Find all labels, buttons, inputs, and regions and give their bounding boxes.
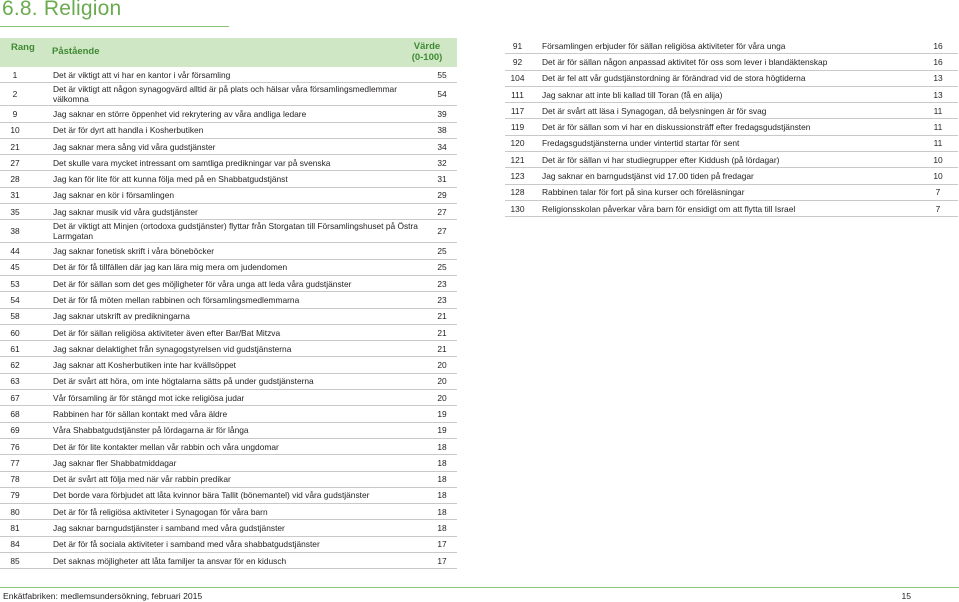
value-cell: 20 (437, 392, 447, 403)
statement-cell: Jag saknar fonetisk skrift i våra böneböcker (53, 246, 215, 257)
table-row (0, 123, 457, 139)
value-cell: 32 (437, 157, 447, 168)
table-row (505, 71, 958, 87)
value-cell: 16 (933, 56, 943, 67)
value-cell: 18 (437, 490, 447, 501)
rank-cell: 123 (510, 171, 525, 182)
rank-cell: 76 (10, 441, 20, 452)
value-cell: 18 (437, 441, 447, 452)
rank-cell: 81 (10, 523, 20, 534)
statement-cell: Jag saknar musik vid våra gudstjänster (53, 206, 198, 217)
table-row (505, 152, 958, 168)
rank-cell: 79 (10, 490, 20, 501)
table-row (0, 423, 457, 439)
statement-cell: Jag saknar att Kosherbutiken inte har kvällsöppet (53, 360, 236, 371)
statement-cell: Religionsskolan påverkar våra barn för ensidigt om att flytta till Israel (542, 203, 796, 214)
table-row (0, 472, 457, 488)
value-cell: 34 (437, 141, 447, 152)
table-row (0, 357, 457, 373)
value-cell: 11 (933, 105, 943, 116)
table-row (0, 390, 457, 406)
statement-cell: Det är för dyrt att handla i Kosherbutiken (53, 125, 204, 136)
table-row (0, 171, 457, 187)
rank-cell: 117 (510, 105, 525, 116)
statement-cell: Våra Shabbatgudstjänster på lördagarna är för långa (53, 425, 249, 436)
table-row (0, 139, 457, 155)
rank-cell: 27 (10, 157, 20, 168)
rank-cell: 104 (510, 73, 525, 84)
rank-cell: 21 (10, 141, 20, 152)
rank-cell: 54 (10, 294, 20, 305)
statement-cell: Jag saknar en större öppenhet vid rekrytering av våra andliga ledare (53, 108, 307, 119)
table-row (0, 204, 457, 220)
table-row (0, 106, 457, 122)
statement-cell: Det är för få tillfällen där jag kan lära mig mera om judendomen (53, 262, 288, 273)
table-row (505, 119, 958, 135)
value-cell: 13 (933, 73, 943, 84)
value-cell: 25 (437, 246, 447, 257)
value-cell: 19 (437, 408, 447, 419)
value-cell: 39 (437, 108, 447, 119)
rank-cell: 60 (10, 327, 20, 338)
statement-cell: Jag saknar utskrift av predikningarna (53, 311, 190, 322)
table-row (0, 406, 457, 422)
rank-cell: 44 (10, 246, 20, 257)
table-row (0, 260, 457, 276)
header-value-range: (0-100) (411, 52, 443, 63)
table-row (505, 185, 958, 201)
table-row (0, 504, 457, 520)
value-cell: 27 (437, 206, 447, 217)
value-cell: 20 (437, 360, 447, 371)
statement-cell: Jag saknar fler Shabbatmiddagar (53, 457, 177, 468)
statement-cell: Det borde vara förbjudet att låta kvinnor bära Tallit (bönemantel) vid våra gudstjänster (53, 490, 370, 501)
statement-cell: Det är viktigt att vi har en kantor i vår församling (53, 69, 231, 80)
statement-cell: Det saknas möjligheter att låta familjer ta ansvar för en kidusch (53, 555, 287, 566)
table-row (505, 54, 958, 70)
table-row (0, 309, 457, 325)
table-row (0, 325, 457, 341)
value-cell: 19 (437, 425, 447, 436)
value-cell: 27 (437, 226, 447, 237)
statement-cell: Jag kan för lite för att kunna följa med på en Shabbatgudstjänst (53, 174, 288, 185)
rank-cell: 45 (10, 262, 20, 273)
table-row (0, 439, 457, 455)
rank-cell: 53 (10, 278, 20, 289)
value-cell: 55 (437, 69, 447, 80)
rank-cell: 92 (512, 56, 523, 67)
rank-cell: 85 (10, 555, 20, 566)
table-row (505, 201, 958, 217)
statement-cell: Det är för sällan religiösa aktiviteter även efter Bar/Bat Mitzva (53, 327, 281, 338)
rank-cell: 67 (10, 392, 20, 403)
page-number: 15 (901, 591, 911, 601)
table-row (505, 87, 958, 103)
title-divider (0, 26, 229, 27)
statement-cell: Jag saknar en barngudstjänst vid 17.00 tiden på fredagar (542, 171, 754, 182)
statement-cell: Jag saknar delaktighet från synagogstyrelsen vid gudstjänsterna (53, 343, 292, 354)
value-cell: 18 (437, 506, 447, 517)
table-row (0, 553, 457, 569)
rank-cell: 38 (10, 226, 20, 237)
rank-cell: 130 (510, 203, 525, 214)
rank-cell: 91 (512, 40, 523, 51)
table-row (505, 103, 958, 119)
rank-cell: 68 (10, 408, 20, 419)
value-cell: 10 (933, 171, 943, 182)
footer-divider (0, 587, 959, 588)
value-cell: 54 (437, 89, 447, 100)
rank-cell: 31 (10, 190, 20, 201)
ranking-table-right (505, 38, 958, 217)
statement-cell: Församlingen erbjuder för sällan religiösa aktiviteter för våra unga (542, 40, 786, 51)
statement-cell: Det är för sällan vi har studiegrupper efter Kiddush (på lördagar) (542, 154, 780, 165)
table-row (0, 188, 457, 204)
statement-cell: Det är för få möten mellan rabbinen och församlingsmedlemmarna (53, 294, 300, 305)
rank-cell: 128 (510, 187, 525, 198)
rank-cell: 77 (10, 457, 20, 468)
statement-cell: Jag saknar barngudstjänster i samband med våra gudstjänster (53, 523, 285, 534)
statement-cell: Det skulle vara mycket intressant om samtliga predikningar var på svenska (53, 157, 331, 168)
value-cell: 18 (437, 523, 447, 534)
table-row (0, 220, 457, 243)
header-value (397, 41, 457, 63)
table-row (505, 136, 958, 152)
table-row (0, 243, 457, 259)
table-row (0, 374, 457, 390)
rank-cell: 28 (10, 174, 20, 185)
value-cell: 18 (437, 474, 447, 485)
statement-cell: Rabbinen har för sällan kontakt med våra äldre (53, 408, 228, 419)
rank-cell: 69 (10, 425, 20, 436)
header-value-label: Värde (413, 41, 441, 52)
rank-cell: 61 (10, 343, 20, 354)
statement-cell: Det är för lite kontakter mellan vår rabbin och våra ungdomar (53, 441, 279, 452)
table-row (505, 38, 958, 54)
rank-cell: 62 (10, 360, 20, 371)
value-cell: 23 (437, 278, 447, 289)
value-cell: 38 (437, 125, 447, 136)
statement-cell: Jag saknar mera sång vid våra gudstjänster (53, 141, 216, 152)
value-cell: 13 (933, 89, 943, 100)
statement-cell: Jag saknar att inte bli kallad till Toran (få en alija) (542, 89, 723, 100)
rank-cell: 10 (10, 125, 20, 136)
value-cell: 21 (437, 327, 447, 338)
table-header (0, 38, 457, 67)
table-row (0, 155, 457, 171)
statement-cell: Vår församling är för stängd mot icke religiösa judar (53, 392, 245, 403)
rank-cell: 35 (10, 206, 20, 217)
rank-cell: 119 (510, 122, 525, 133)
statement-cell: Det är svårt att höra, om inte högtalarna sätts på under gudstjänsterna (53, 376, 314, 387)
statement-cell: Det är viktigt att någon synagogvärd alltid är på plats och hälsar våra församlingsmedlemmar välkomna (53, 84, 398, 105)
value-cell: 29 (437, 190, 447, 201)
value-cell: 7 (935, 187, 941, 198)
statement-cell: Jag saknar en kör i församlingen (53, 190, 175, 201)
statement-cell: Det är fel att vår gudstjänstordning är förändrad vid de stora högtiderna (542, 73, 806, 84)
statement-cell: Det är för få religiösa aktiviteter i Synagogan för våra barn (53, 506, 268, 517)
value-cell: 31 (437, 174, 447, 185)
rank-cell: 58 (10, 311, 20, 322)
table-row (0, 488, 457, 504)
value-cell: 21 (437, 343, 447, 354)
header-rank: Rang (11, 42, 35, 53)
statement-cell: Det är för sällan som det ges möjligheter för våra unga att leda våra gudstjänster (53, 278, 352, 289)
table-row (0, 292, 457, 308)
value-cell: 21 (437, 311, 447, 322)
statement-cell: Det är för sällan någon anpassad aktivitet för oss som lever i blandäktenskap (542, 56, 828, 67)
table-row (0, 341, 457, 357)
rank-cell: 9 (12, 108, 18, 119)
page-title: 6.8. Religion (2, 0, 122, 20)
value-cell: 11 (933, 138, 943, 149)
rank-cell: 84 (10, 539, 20, 550)
statement-cell: Det är viktigt att Minjen (ortodoxa gudstjänster) flyttar från Storgatan till Församlingshuset på Östra Larmgatan (53, 221, 418, 242)
rank-cell: 111 (511, 89, 524, 100)
value-cell: 7 (935, 203, 941, 214)
table-row (0, 276, 457, 292)
rank-cell: 78 (10, 474, 20, 485)
statement-cell: Det är för få sociala aktiviteter i samband med våra shabbatgudstjänster (53, 539, 320, 550)
table-row (0, 83, 457, 106)
statement-cell: Det är svårt att följa med när vår rabbin predikar (53, 474, 231, 485)
value-cell: 11 (933, 122, 943, 133)
table-row (0, 520, 457, 536)
statement-cell: Rabbinen talar för fort på sina kurser och föreläsningar (542, 187, 745, 198)
table-row (505, 168, 958, 184)
rank-cell: 120 (510, 138, 525, 149)
rank-cell: 63 (10, 376, 20, 387)
statement-cell: Det är för sällan som vi har en diskussionsträff efter fredagsgudstjänsten (542, 122, 811, 133)
value-cell: 18 (437, 457, 447, 468)
rank-cell: 121 (510, 154, 525, 165)
value-cell: 23 (437, 294, 447, 305)
value-cell: 17 (437, 539, 447, 550)
value-cell: 20 (437, 376, 447, 387)
footer-source: Enkätfabriken: medlemsundersökning, februari 2015 (3, 591, 203, 601)
value-cell: 10 (933, 154, 943, 165)
table-row (0, 67, 457, 83)
value-cell: 16 (933, 40, 943, 51)
statement-cell: Det är svårt att läsa i Synagogan, då belysningen är för svag (542, 105, 767, 116)
rank-cell: 80 (10, 506, 20, 517)
table-row (0, 455, 457, 471)
value-cell: 17 (437, 555, 447, 566)
rank-cell: 2 (12, 89, 18, 100)
header-statement: Påstående (52, 46, 100, 57)
value-cell: 25 (437, 262, 447, 273)
table-row (0, 537, 457, 553)
rank-cell: 1 (12, 69, 18, 80)
statement-cell: Fredagsgudstjänsterna under vintertid startar för sent (542, 138, 740, 149)
ranking-table-left (0, 38, 457, 569)
